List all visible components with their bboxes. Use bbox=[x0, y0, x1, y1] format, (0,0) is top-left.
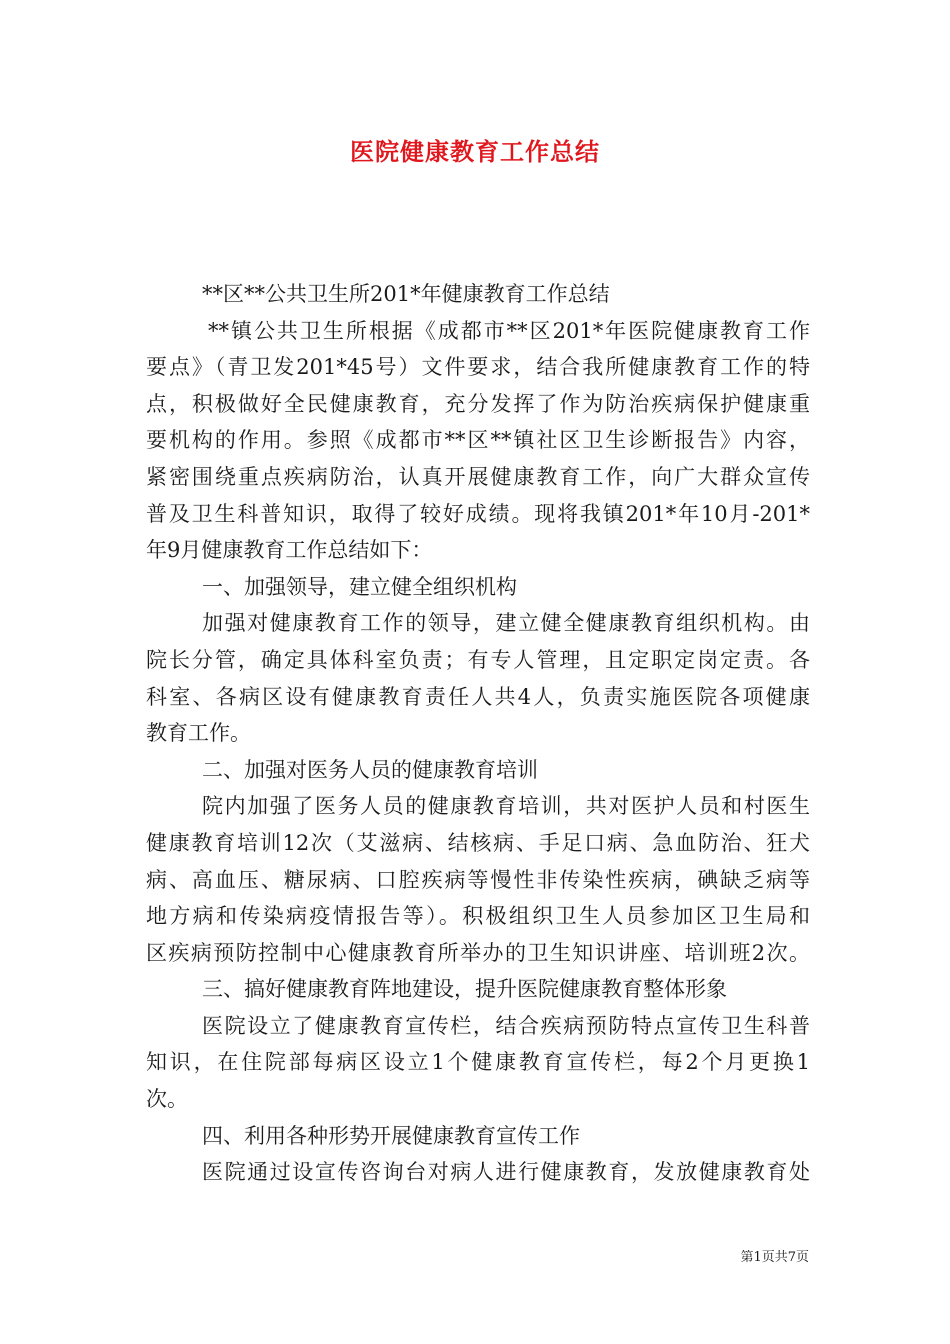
paragraph-line: 要点》（青卫发201*45号）文件要求，结合我所健康教育工作的特 bbox=[146, 355, 810, 380]
paragraph-line: 要机构的作用。参照《成都市**区**镇社区卫生诊断报告》内容， bbox=[146, 428, 810, 453]
paragraph-line: 科室、各病区设有健康教育责任人共4人，负责实施医院各项健康 bbox=[146, 684, 810, 709]
section-heading-4: 四、利用各种形势开展健康教育宣传工作 bbox=[202, 1123, 580, 1148]
paragraph-line: 年9月健康教育工作总结如下： bbox=[146, 538, 433, 563]
paragraph-line: 病、高血压、糖尿病、口腔疾病等慢性非传染性疾病，碘缺乏病等 bbox=[146, 867, 810, 892]
paragraph-line: 教育工作。 bbox=[146, 721, 251, 746]
summary-heading-line: **区**公共卫生所201*年健康教育工作总结 bbox=[202, 282, 610, 306]
section-heading-3: 三、搞好健康教育阵地建设，提升医院健康教育整体形象 bbox=[202, 977, 727, 1002]
paragraph-line: 次。 bbox=[146, 1087, 188, 1112]
paragraph-line: 院长分管，确定具体科室负责；有专人管理，且定职定岗定责。各 bbox=[146, 647, 810, 672]
paragraph-line: 普及卫生科普知识，取得了较好成绩。现将我镇201*年10月-201* bbox=[146, 501, 810, 526]
paragraph-line: 医院设立了健康教育宣传栏，结合疾病预防特点宣传卫生科普 bbox=[202, 1013, 810, 1038]
paragraph-line: **镇公共卫生所根据《成都市**区201*年医院健康教育工作 bbox=[208, 318, 810, 343]
document-title: 医院健康教育工作总结 bbox=[350, 137, 600, 166]
document-body bbox=[146, 276, 810, 1191]
paragraph-line: 知识，在住院部每病区设立1个健康教育宣传栏，每2个月更换1 bbox=[146, 1050, 810, 1075]
paragraph-line: 医院通过设宣传咨询台对病人进行健康教育，发放健康教育处 bbox=[202, 1160, 810, 1185]
section-heading-1: 一、加强领导，建立健全组织机构 bbox=[202, 574, 517, 599]
paragraph-line: 健康教育培训12次（艾滋病、结核病、手足口病、急血防治、狂犬 bbox=[146, 830, 810, 855]
paragraph-line: 区疾病预防控制中心健康教育所举办的卫生知识讲座、培训班2次。 bbox=[146, 940, 810, 965]
section-heading-2: 二、加强对医务人员的健康教育培训 bbox=[202, 757, 538, 782]
paragraph-line: 紧密围绕重点疾病防治，认真开展健康教育工作，向广大群众宣传 bbox=[146, 464, 810, 489]
paragraph-line: 点，积极做好全民健康教育，充分发挥了作为防治疾病保护健康重 bbox=[146, 391, 810, 416]
paragraph-line: 加强对健康教育工作的领导，建立健全健康教育组织机构。由 bbox=[202, 611, 810, 636]
paragraph-line: 院内加强了医务人员的健康教育培训，共对医护人员和村医生 bbox=[202, 794, 810, 819]
page-number: 第1页共7页 bbox=[740, 1250, 809, 1265]
paragraph-line: 地方病和传染病疫情报告等）。积极组织卫生人员参加区卫生局和 bbox=[146, 904, 810, 929]
